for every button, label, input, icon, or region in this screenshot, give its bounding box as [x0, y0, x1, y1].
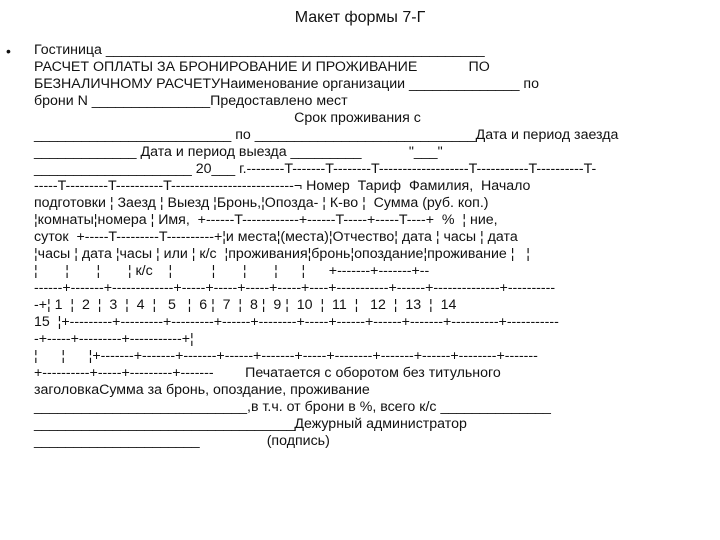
form-line: Гостиница ________________________________________________: [34, 42, 485, 58]
form-line: ¦комнаты¦номера ¦ Имя, +------T------------+------T-----+-----T----+ % ¦ ние,: [34, 212, 498, 228]
form-line: +----------+-----+---------+------- Печатается с оборотом без титульного: [34, 365, 501, 381]
form-line: ------+-------+-------------+-----+-----+-----+-----+----+-----------+------+--------------+----------: [34, 280, 556, 296]
form-line: 15 ¦+---------+---------+---------+------+--------+-----+------+------+-------+----------+-----------: [34, 314, 559, 330]
form-line: Срок проживания с: [34, 110, 421, 126]
form-line: _________________________ по ____________________________Дата и период заезда: [34, 127, 619, 143]
form-line: -+¦ 1 ¦ 2 ¦ 3 ¦ 4 ¦ 5 ¦ 6 ¦ 7 ¦ 8 ¦ 9 ¦ 10 ¦ 11 ¦ 12 ¦ 13 ¦ 14: [34, 297, 457, 313]
form-line: _____________________ (подпись): [34, 433, 330, 449]
form-line: _________________________________Дежурный администратор: [34, 416, 467, 432]
form-line: ____________________ 20___ г.--------T-------T--------T-------------------T-----------T----------T-: [34, 161, 597, 177]
form-line: подготовки ¦ Заезд ¦ Выезд ¦Бронь,¦Опозда- ¦ К-во ¦ Сумма (руб. коп.): [34, 195, 489, 211]
form-line: БЕЗНАЛИЧНОМУ РАСЧЕТУНаименование организации ______________ по: [34, 76, 539, 92]
form-line: заголовкаСумма за бронь, опоздание, проживание: [34, 382, 370, 398]
form-line: -----T---------T----------T--------------------------¬ Номер Тариф Фамилия, Начало: [34, 178, 531, 194]
form-line: ¦ ¦ ¦ ¦ к/с ¦ ¦ ¦ ¦ ¦ +-------+-------+--: [34, 263, 430, 279]
form-line: -+-----+---------+-----------+¦: [34, 331, 194, 347]
bullet-marker: •: [6, 43, 11, 59]
form-line: ___________________________,в т.ч. от брони в %, всего к/с ______________: [34, 399, 551, 415]
form-line: суток +-----T---------T----------+¦и места¦(места)¦Отчество¦ дата ¦ часы ¦ дата: [34, 229, 518, 245]
form-title: Макет формы 7-Г: [294, 9, 426, 26]
form-line: РАСЧЕТ ОПЛАТЫ ЗА БРОНИРОВАНИЕ И ПРОЖИВАНИЕ ПО: [34, 59, 490, 75]
form-line: ¦ ¦ ¦+-------+-------+-------+------+-------+-----+--------+-------+------+--------+-------: [34, 348, 538, 364]
form-line: _____________ Дата и период выезда _________ "___": [34, 144, 443, 160]
form-line: ¦часы ¦ дата ¦часы ¦ или ¦ к/с ¦проживания¦бронь¦опоздание¦проживание ¦ ¦: [34, 246, 530, 262]
form-line: брони N _______________Предоставлено мест: [34, 93, 348, 109]
